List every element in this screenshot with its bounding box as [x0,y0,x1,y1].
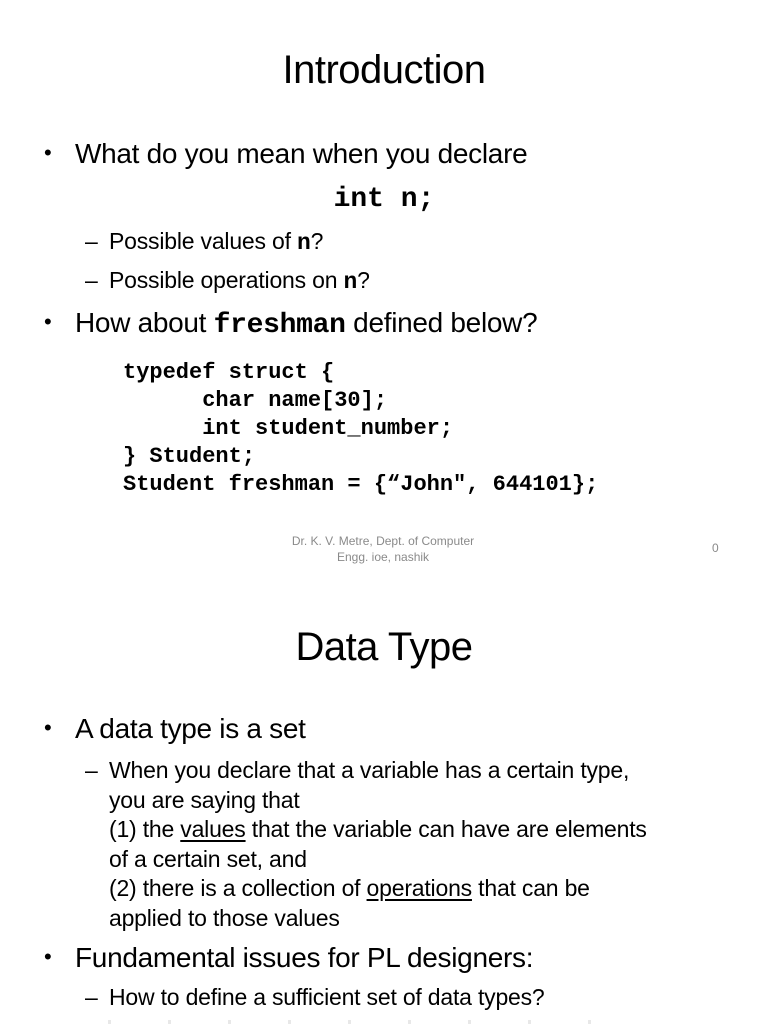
code-line: Student freshman = {“John", 644101}; [123,472,599,497]
bullet-icon: • [44,715,52,740]
bullet-icon: • [44,140,52,165]
bullet-text-suffix: defined below? [345,307,538,338]
slide-footer-credit [270,533,496,565]
code-line: } Student; [123,444,256,469]
sub-line [109,874,647,904]
dash-icon: – [85,267,98,293]
inline-code: n [296,230,311,256]
sub-text-suffix: ? [357,267,370,293]
code-line: int student_number; [123,416,454,441]
inline-code: n [343,269,358,295]
bullet-data-type-set [44,713,306,745]
sub-line: you are saying that [109,786,300,813]
inline-code: freshman [213,310,346,341]
text: that the variable can have are elements [245,816,647,842]
text: that can be [471,875,590,901]
slide-data-type [0,580,768,1024]
sub-text-suffix: ? [310,228,324,254]
bullet-declare-question [44,138,527,170]
bullet-icon: • [44,309,52,334]
dash-icon: – [85,228,98,254]
sub-bullet-define-data-types [85,983,545,1013]
bullet-fundamental-issues [44,942,533,974]
text: (2) there is a collection of [109,875,367,901]
sub-text: Possible operations on [109,267,344,293]
sub-text: Possible values of [109,228,297,254]
credit-line: Engg. ioe, nashik [336,550,430,564]
code-block-struct [123,359,598,499]
slide-number: 0 [712,541,719,555]
bullet-text: A data type is a set [75,713,306,744]
sub-bullet-possible-values [85,227,323,259]
bullet-text: Fundamental issues for PL designers: [75,942,534,973]
code-int-n: int n; [333,184,435,215]
underlined-values: values [180,816,246,842]
bullet-text: What do you mean when you declare [75,138,528,169]
sub-line: of a certain set, and [109,845,307,872]
sub-bullet-declare-explanation [85,756,647,933]
text: (1) the [109,816,181,842]
cutoff-text-line [108,1020,648,1024]
dash-icon: – [85,757,98,783]
sub-text: How to define a sufficient set of data types? [109,984,545,1010]
sub-line [109,815,647,845]
code-line: typedef struct { [123,360,335,385]
bullet-icon: • [44,944,52,969]
sub-line: When you declare that a variable has a certain type, [109,757,630,783]
bullet-text: How about [75,307,214,338]
credit-line: Dr. K. V. Metre, Dept. of Computer [291,534,475,548]
slide-title: Introduction [282,48,486,92]
slide-title: Data Type [295,625,473,669]
bullet-freshman-question [44,307,537,341]
underlined-operations: operations [366,875,472,901]
sub-text-block [109,756,647,933]
sub-bullet-possible-operations [85,266,370,298]
sub-line: applied to those values [109,904,340,931]
dash-icon: – [85,984,98,1010]
code-line: char name[30]; [123,388,388,413]
